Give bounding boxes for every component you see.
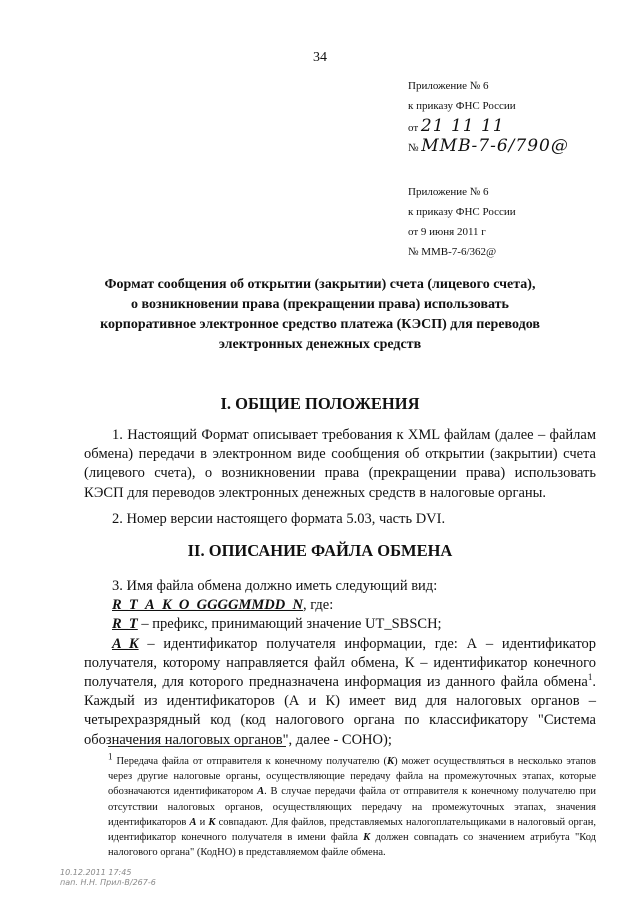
annex-old-no-label: № [408,142,419,154]
title-line: корпоративное электронное средство платежа (КЭСП) для переводов [100,317,540,332]
title-line: Формат сообщения об открытии (закрытии) счета (лицевого счета), [104,277,536,292]
annex-new-line3: от 9 июня 2011 г [408,226,486,238]
annex-new-line4: № ММВ-7-6/362@ [408,246,497,258]
title-line: о возникновении права (прекращении права) использовать [131,297,509,312]
fn-a1: А [257,786,265,798]
annex-new-block [408,182,516,262]
paragraph-2: 2. Номер версии настоящего формата 5.03, часть DVI. [112,511,446,527]
document-title [60,275,580,355]
annex-new-line2: к приказу ФНС России [408,206,516,218]
annex-old-number-row [408,136,569,156]
footnote-divider [108,746,286,747]
annex-old-block [408,76,569,156]
stamp-line1: 10.12.2011 17:45 [60,868,132,877]
rt-term: R_T [112,616,138,633]
fn-part6: должен совпадать со значением атрибута "Код налогового органа" (КодНО) в представляемом файле обмена. [108,832,596,859]
ak-tail: . Каждый из идентификаторов (А и К) имеет вид для налоговых органов – четырехразрядный код (код налогового органа по классификатору "Система обозначения налоговых органов", далее - СОНО); [84,674,596,748]
fn-part3: . В случае передачи файла от отправителя к конечному получателю при отсутствии налоговых органов, осуществляющих передачу на промежуточных этапах, значения идентификаторов [108,786,596,828]
footnote-mark: 1 [108,751,113,762]
stamp-line2: пап. Н.Н. Прил-В/267-6 [60,878,156,887]
annex-old-line1: Приложение № 6 [408,80,489,92]
rt-text: – префикс, принимающий значение UT_SBSCH; [137,616,442,633]
ak-text: – идентификатор получателя информации, где: А – идентификатор получателя, которому направляется файл обмена, К – идентификатор конечного получателя, для которого предназначена информация из данного файла обмена [84,635,596,691]
ak-term: A_K [112,635,139,652]
fn-k2: К [208,816,216,828]
fn-part5: совпадают. Для файлов, представляемых налогоплательщиками в налоговый орган, идентификатор конечного получателя в имени файла [108,816,596,844]
fn-part4: и [196,816,209,828]
p3-pattern-line [84,596,596,615]
fn-k1: К [387,756,395,767]
fn-a2: А [189,816,197,828]
fn-k3: К [363,832,371,844]
section-heading-general: I. ОБЩИЕ ПОЛОЖЕНИЯ [220,394,420,413]
p3-rt-line [84,615,596,634]
annex-old-line2: к приказу ФНС России [408,100,516,112]
fn-part2: ) может осуществляться в несколько этапов через другие налоговые органы, осуществляющие передачу файла на промежуточных этапах, которые обозначаются идентификатором [108,756,596,798]
fn-part1: Передача файла от отправителя к конечному получателю ( [112,756,388,767]
paragraph-3 [84,577,596,750]
annex-old-from-label: от [408,122,419,134]
section-heading-exchange-file: II. ОПИСАНИЕ ФАЙЛА ОБМЕНА [187,541,453,560]
annex-new-line1: Приложение № 6 [408,186,489,198]
file-name-pattern: R_T_A_K_O_GGGGMMDD_N [112,597,303,614]
print-stamp [60,868,156,888]
paragraph-1: 1. Настоящий Формат описывает требования к XML файлам (далее – файлам обмена) передачи в электронном виде сообщения об открытии (закрытии) счета (лицевого счета), о возникновении права (прекращении права) использовать КЭСП для переводов электронных денежных средств в налоговые органы. [84,427,596,501]
p3-intro: 3. Имя файла обмена должно иметь следующий вид: [112,578,438,594]
title-line: электронных денежных средств [218,337,422,352]
page-number: 34 [313,50,327,65]
p3-ak-line [84,635,596,750]
handwritten-number: ММВ-7-6/790@ [421,136,569,156]
annex-old-date-row [408,116,569,136]
handwritten-date: 21 11 11 [420,116,505,136]
p3-pattern-suffix: , где: [302,597,334,614]
footnote-ref: 1 [587,672,593,683]
footnote [108,751,596,860]
